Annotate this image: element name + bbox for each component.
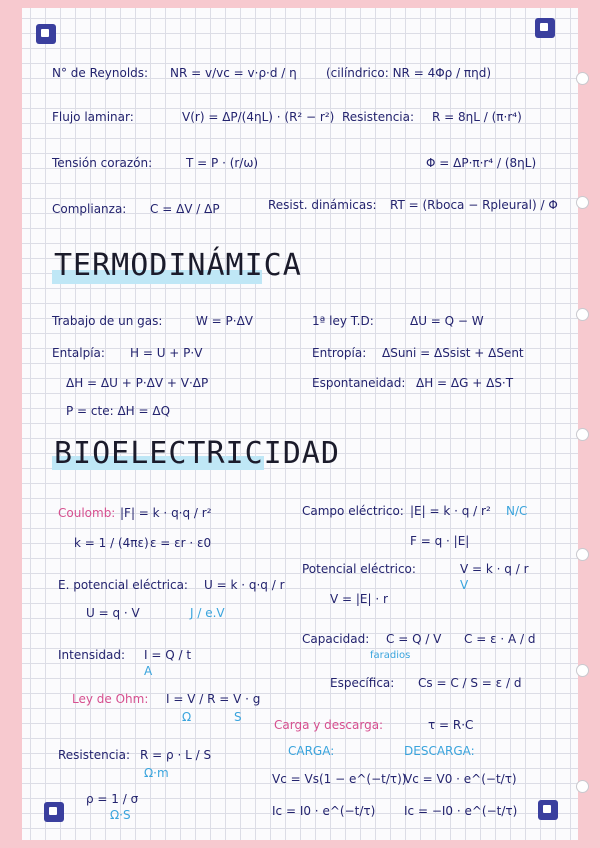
descarga-label: DESCARGA: bbox=[404, 744, 475, 758]
res-label: Resistencia: bbox=[58, 748, 131, 762]
first-law-formula: ΔU = Q − W bbox=[410, 314, 484, 328]
enthalpy-label: Entalpía: bbox=[52, 346, 105, 360]
ohm-formula: I = V / R = V · g bbox=[166, 692, 261, 706]
compliance-label: Complianza: bbox=[52, 202, 127, 216]
corner-mark-top-left bbox=[36, 24, 56, 44]
pcte-formula: P = cte: ΔH = ΔQ bbox=[66, 404, 171, 418]
corner-mark-bottom-right bbox=[538, 800, 558, 820]
binder-hole bbox=[576, 548, 589, 561]
force-formula: F = q · |E| bbox=[410, 534, 470, 548]
res-unit: Ω·m bbox=[144, 766, 169, 780]
bio-heading: BIOELECTRICIDAD bbox=[54, 436, 340, 471]
reynolds-formula: NR = v/vc = v·ρ·d / η bbox=[170, 66, 297, 80]
int-unit: A bbox=[144, 664, 153, 678]
first-law-label: 1ª ley T.D: bbox=[312, 314, 374, 328]
corner-mark-top-right bbox=[535, 18, 555, 38]
binder-hole bbox=[576, 308, 589, 321]
pot-label: Potencial eléctrico: bbox=[302, 562, 416, 576]
field-unit: N/C bbox=[506, 504, 528, 518]
ic-charge-formula: Ic = I0 · e^(−t/τ) bbox=[272, 804, 376, 818]
tau-formula: τ = R·C bbox=[428, 718, 474, 732]
thermo-heading: TERMODINÁMICA bbox=[54, 248, 302, 283]
rho-formula: ρ = 1 / σ bbox=[86, 792, 139, 806]
u-formula: U = q · V bbox=[86, 606, 140, 620]
ohm-label: Ley de Ohm: bbox=[72, 692, 149, 706]
coulomb-formula: |F| = k · q·q / r² bbox=[120, 506, 212, 520]
charge-label: Carga y descarga: bbox=[274, 718, 384, 732]
flow-formula: Φ = ΔP·π·r⁴ / (8ηL) bbox=[426, 156, 537, 170]
ohm-unit-2: S bbox=[234, 710, 242, 724]
tension-formula: T = P · (r/ω) bbox=[186, 156, 259, 170]
rho-unit: Ω·S bbox=[110, 808, 131, 822]
pot-formula: V = k · q / r bbox=[460, 562, 529, 576]
dh-formula: ΔH = ΔU + P·ΔV + V·ΔP bbox=[66, 376, 209, 390]
dynamic-label: Resist. dinámicas: bbox=[268, 198, 377, 212]
int-formula: I = Q / t bbox=[144, 648, 192, 662]
resistance-formula: R = 8ηL / (π·r⁴) bbox=[432, 110, 522, 124]
work-formula: W = P·ΔV bbox=[196, 314, 254, 328]
v-formula: V = |E| · r bbox=[330, 592, 388, 606]
cap-unit: faradios bbox=[370, 650, 411, 661]
epot-formula: U = k · q·q / r bbox=[204, 578, 285, 592]
coulomb-label: Coulomb: bbox=[58, 506, 116, 520]
cap-label: Capacidad: bbox=[302, 632, 370, 646]
binder-hole bbox=[576, 72, 589, 85]
work-label: Trabajo de un gas: bbox=[52, 314, 163, 328]
corner-mark-bottom-left bbox=[44, 802, 64, 822]
tension-label: Tensión corazón: bbox=[52, 156, 153, 170]
res-formula: R = ρ · L / S bbox=[140, 748, 212, 762]
notebook-page bbox=[22, 8, 578, 840]
vc-discharge-formula: Vc = V0 · e^(−t/τ) bbox=[404, 772, 517, 786]
field-formula: |E| = k · q / r² bbox=[410, 504, 491, 518]
spont-formula: ΔH = ΔG + ΔS·T bbox=[416, 376, 514, 390]
laminar-label: Flujo laminar: bbox=[52, 110, 134, 124]
spec-formula: Cs = C / S = ε / d bbox=[418, 676, 522, 690]
reynolds-label: N° de Reynolds: bbox=[52, 66, 149, 80]
k-formula: k = 1 / (4πε) bbox=[74, 536, 149, 550]
laminar-formula: V(r) = ΔP/(4ηL) · (R² − r²) bbox=[182, 110, 335, 124]
binder-hole bbox=[576, 780, 589, 793]
int-label: Intensidad: bbox=[58, 648, 126, 662]
binder-hole bbox=[576, 196, 589, 209]
cylinder-note: (cilíndrico: NR = 4Φρ / πηd) bbox=[326, 66, 492, 80]
spont-label: Espontaneidad: bbox=[312, 376, 406, 390]
ic-discharge-formula: Ic = −I0 · e^(−t/τ) bbox=[404, 804, 518, 818]
field-label: Campo eléctrico: bbox=[302, 504, 404, 518]
compliance-formula: C = ΔV / ΔP bbox=[150, 202, 220, 216]
cap-formula-2: C = ε · A / d bbox=[464, 632, 536, 646]
dynamic-formula: RT = (Rboca − Rpleural) / Φ bbox=[390, 198, 558, 212]
carga-label: CARGA: bbox=[288, 744, 335, 758]
enthalpy-formula: H = U + P·V bbox=[130, 346, 203, 360]
u-unit: J / e.V bbox=[190, 606, 225, 620]
cap-formula: C = Q / V bbox=[386, 632, 442, 646]
binder-hole bbox=[576, 664, 589, 677]
binder-hole bbox=[576, 428, 589, 441]
ohm-unit-1: Ω bbox=[182, 710, 192, 724]
eps-formula: ε = εr · ε0 bbox=[150, 536, 212, 550]
spec-label: Específica: bbox=[330, 676, 395, 690]
resistance-label: Resistencia: bbox=[342, 110, 415, 124]
vc-charge-formula: Vc = Vs(1 − e^(−t/τ)) bbox=[272, 772, 407, 786]
entropy-label: Entropía: bbox=[312, 346, 367, 360]
epot-label: E. potencial eléctrica: bbox=[58, 578, 188, 592]
pot-unit: V bbox=[460, 578, 469, 592]
entropy-formula: ΔSuni = ΔSsist + ΔSent bbox=[382, 346, 524, 360]
